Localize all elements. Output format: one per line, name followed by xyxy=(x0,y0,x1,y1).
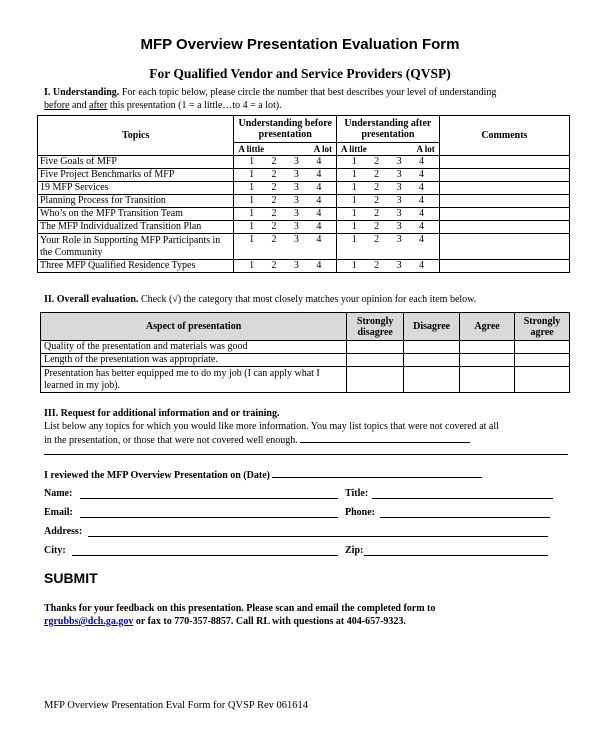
section3-text2: in the presentation, or those that were not covered well enough. xyxy=(44,435,298,446)
aspect-label: Quality of the presentation and materials was good xyxy=(41,341,347,354)
section1-heading: I. Understanding. xyxy=(44,87,120,98)
scale-option[interactable]: 2 xyxy=(271,156,277,167)
after-word: after xyxy=(89,100,108,111)
scale-option[interactable]: 1 xyxy=(351,234,357,245)
scale-option[interactable]: 1 xyxy=(249,221,255,232)
scale-option[interactable]: 2 xyxy=(271,234,277,245)
before-scale xyxy=(234,195,337,208)
scale-option[interactable]: 3 xyxy=(293,208,299,219)
comment-cell[interactable] xyxy=(439,169,569,182)
scale-option[interactable]: 2 xyxy=(271,169,277,180)
scale-option[interactable]: 1 xyxy=(249,156,255,167)
scale-option[interactable]: 2 xyxy=(374,169,380,180)
topic-label: Five Project Benchmarks of MFP xyxy=(38,169,234,182)
zip-label: Zip: xyxy=(345,545,364,556)
name-label: Name: xyxy=(44,488,73,499)
scale-option[interactable]: 3 xyxy=(396,182,402,193)
table-row xyxy=(38,221,570,234)
scale-option[interactable]: 2 xyxy=(374,195,380,206)
section3-heading: III. Request for additional information and or training. xyxy=(44,408,280,419)
email-link[interactable]: rgrubbs@dch.ga.gov xyxy=(44,616,134,627)
scale-option[interactable]: 4 xyxy=(316,208,322,219)
scale-option[interactable]: 3 xyxy=(396,234,402,245)
scale-option[interactable]: 1 xyxy=(351,182,357,193)
scale-option[interactable]: 4 xyxy=(316,260,322,271)
section3-text1: List below any topics for which you would like more information. You may list topics that were not covered at all xyxy=(44,421,499,432)
reviewed-row xyxy=(44,468,482,481)
phone-input-line[interactable] xyxy=(380,508,550,518)
scale-option[interactable]: 1 xyxy=(351,260,357,271)
scale-option[interactable]: 3 xyxy=(293,182,299,193)
scale-option[interactable]: 3 xyxy=(293,221,299,232)
section2-text: Check (√) the category that most closely matches your opinion for each item below. xyxy=(138,294,477,305)
table-row xyxy=(38,260,570,273)
scale-option[interactable]: 3 xyxy=(293,156,299,167)
scale-option[interactable]: 3 xyxy=(396,208,402,219)
scale-option[interactable]: 1 xyxy=(351,156,357,167)
city-input-line[interactable] xyxy=(72,546,338,556)
evaluation-table xyxy=(40,312,570,393)
comment-cell[interactable] xyxy=(439,195,569,208)
submit-text1: Thanks for your feedback on this presentation. Please scan and email the completed form to xyxy=(44,603,436,614)
scale-option[interactable]: 3 xyxy=(293,195,299,206)
check-cell-strongly-disagree[interactable] xyxy=(347,367,404,393)
page-subtitle: For Qualified Vendor and Service Providers (QVSP) xyxy=(149,66,451,81)
before-scale xyxy=(234,156,337,169)
topic-label: Three MFP Qualified Residence Types xyxy=(38,260,234,273)
col-before: Understanding before presentation xyxy=(234,116,337,143)
section3 xyxy=(44,407,564,447)
col-disagree: Disagree xyxy=(404,313,460,341)
scale-option[interactable]: 4 xyxy=(316,234,322,245)
a-lot-label: A lot xyxy=(313,144,333,154)
scale-option[interactable]: 4 xyxy=(419,182,425,193)
after-scale xyxy=(337,182,440,195)
topic-label: Planning Process for Transition xyxy=(38,195,234,208)
comment-cell[interactable] xyxy=(439,156,569,169)
topic-label: Five Goals of MFP xyxy=(38,156,234,169)
before-scale xyxy=(234,260,337,273)
table-row xyxy=(38,208,570,221)
before-scale xyxy=(234,221,337,234)
a-lot-label: A lot xyxy=(416,144,435,154)
aspect-label: Presentation has better equipped me to do my job (I can apply what I learned in my job). xyxy=(41,367,347,393)
city-label: City: xyxy=(44,545,66,556)
title-label: Title: xyxy=(345,488,369,499)
scale-option[interactable]: 1 xyxy=(249,260,255,271)
section2-heading: II. Overall evaluation. xyxy=(44,294,139,305)
scale-option[interactable]: 4 xyxy=(419,221,425,232)
scale-option[interactable]: 1 xyxy=(351,195,357,206)
reviewed-label: I reviewed the MFP Overview Presentation on (Date) xyxy=(44,470,270,481)
section3-line[interactable] xyxy=(44,454,568,455)
a-little-label: A little xyxy=(341,144,367,154)
comment-cell[interactable] xyxy=(439,234,569,260)
scale-option[interactable]: 3 xyxy=(396,156,402,167)
scale-option[interactable]: 1 xyxy=(249,195,255,206)
table-row xyxy=(38,182,570,195)
scale-option[interactable]: 4 xyxy=(419,195,425,206)
after-scale xyxy=(337,221,440,234)
scale-option[interactable]: 2 xyxy=(271,182,277,193)
scale-option[interactable]: 4 xyxy=(316,221,322,232)
check-cell-strongly-agree[interactable] xyxy=(515,354,570,367)
after-range xyxy=(337,143,440,156)
before-scale xyxy=(234,208,337,221)
zip-input-line[interactable] xyxy=(364,546,548,556)
topic-label: Who’s on the MFP Transition Team xyxy=(38,208,234,221)
section2-intro xyxy=(44,294,476,305)
scale-option[interactable]: 2 xyxy=(374,156,380,167)
check-cell-strongly-disagree[interactable] xyxy=(347,354,404,367)
comment-cell[interactable] xyxy=(439,182,569,195)
scale-option[interactable]: 2 xyxy=(271,195,277,206)
table-row xyxy=(41,341,570,354)
scale-option[interactable]: 4 xyxy=(419,156,425,167)
table-row xyxy=(38,195,570,208)
scale-option[interactable]: 4 xyxy=(316,169,322,180)
a-little-label: A little xyxy=(238,144,265,154)
before-scale xyxy=(234,234,337,260)
title-input-line[interactable] xyxy=(372,489,553,499)
address-label: Address: xyxy=(44,526,83,537)
col-strongly-disagree: Strongly disagree xyxy=(347,313,404,341)
col-after: Understanding after presentation xyxy=(337,116,440,143)
table-row xyxy=(38,156,570,169)
phone-label: Phone: xyxy=(345,507,375,518)
check-cell-agree[interactable] xyxy=(460,367,515,393)
scale-option[interactable]: 4 xyxy=(419,234,425,245)
topic-label: The MFP Individualized Transition Plan xyxy=(38,221,234,234)
email-input-line[interactable] xyxy=(80,508,338,518)
scale-option[interactable]: 2 xyxy=(374,221,380,232)
section1-intro xyxy=(44,86,564,112)
scale-option[interactable]: 1 xyxy=(249,234,255,245)
table-row xyxy=(41,354,570,367)
comment-cell[interactable] xyxy=(439,208,569,221)
scale-option[interactable]: 2 xyxy=(271,260,277,271)
table-row xyxy=(38,169,570,182)
scale-option[interactable]: 2 xyxy=(374,208,380,219)
and-word: and xyxy=(69,100,89,111)
scale-option[interactable]: 4 xyxy=(316,182,322,193)
scale-option[interactable]: 3 xyxy=(396,260,402,271)
check-cell-disagree[interactable] xyxy=(404,354,460,367)
date-input-line[interactable] xyxy=(272,468,482,478)
address-input-line[interactable] xyxy=(88,527,548,537)
before-word: before xyxy=(44,100,70,111)
scale-option[interactable]: 2 xyxy=(271,208,277,219)
scale-option[interactable]: 4 xyxy=(316,195,322,206)
col-comments: Comments xyxy=(439,116,569,156)
table-row xyxy=(41,367,570,393)
comment-cell[interactable] xyxy=(439,260,569,273)
section1-text2: this presentation (1 = a little…to 4 = a lot). xyxy=(107,100,282,111)
check-cell-strongly-agree[interactable] xyxy=(515,367,570,393)
col-strongly-agree: Strongly agree xyxy=(515,313,570,341)
scale-option[interactable]: 3 xyxy=(396,169,402,180)
after-scale xyxy=(337,208,440,221)
scale-option[interactable]: 1 xyxy=(351,208,357,219)
before-range xyxy=(234,143,337,156)
topic-label: Your Role in Supporting MFP Participants in the Community xyxy=(38,234,234,260)
before-scale xyxy=(234,169,337,182)
aspect-label: Length of the presentation was appropriate. xyxy=(41,354,347,367)
scale-option[interactable]: 1 xyxy=(249,208,255,219)
submit-heading: SUBMIT xyxy=(44,570,98,586)
scale-option[interactable]: 3 xyxy=(293,234,299,245)
email-label: Email: xyxy=(44,507,73,518)
submit-text xyxy=(44,602,564,628)
topics-input-line[interactable] xyxy=(300,433,470,443)
check-cell-strongly-disagree[interactable] xyxy=(347,341,404,354)
col-aspect: Aspect of presentation xyxy=(41,313,347,341)
scale-option[interactable]: 2 xyxy=(374,260,380,271)
scale-option[interactable]: 2 xyxy=(271,221,277,232)
scale-option[interactable]: 2 xyxy=(374,182,380,193)
scale-option[interactable]: 3 xyxy=(396,195,402,206)
comment-cell[interactable] xyxy=(439,221,569,234)
understanding-table xyxy=(37,115,570,273)
check-cell-strongly-agree[interactable] xyxy=(515,341,570,354)
topic-label: 19 MFP Services xyxy=(38,182,234,195)
check-cell-agree[interactable] xyxy=(460,354,515,367)
scale-option[interactable]: 4 xyxy=(316,156,322,167)
after-scale xyxy=(337,169,440,182)
after-scale xyxy=(337,260,440,273)
name-input-line[interactable] xyxy=(80,489,338,499)
check-cell-agree[interactable] xyxy=(460,341,515,354)
col-topics: Topics xyxy=(38,116,234,156)
scale-option[interactable]: 4 xyxy=(419,169,425,180)
scale-option[interactable]: 1 xyxy=(351,169,357,180)
submit-text2: or fax to 770-357-8857. Call RL with questions at 404-657-9323. xyxy=(133,616,406,627)
check-cell-disagree[interactable] xyxy=(404,367,460,393)
after-scale xyxy=(337,195,440,208)
after-scale xyxy=(337,156,440,169)
col-agree: Agree xyxy=(460,313,515,341)
table-row xyxy=(38,234,570,260)
footer: MFP Overview Presentation Eval Form for QVSP Rev 061614 xyxy=(44,700,309,711)
scale-option[interactable]: 4 xyxy=(419,260,425,271)
scale-option[interactable]: 2 xyxy=(374,234,380,245)
scale-option[interactable]: 1 xyxy=(249,169,255,180)
scale-option[interactable]: 1 xyxy=(351,221,357,232)
scale-option[interactable]: 3 xyxy=(293,260,299,271)
section1-text1: For each topic below, please circle the number that best describes your level of understanding xyxy=(119,87,497,98)
scale-option[interactable]: 3 xyxy=(293,169,299,180)
scale-option[interactable]: 3 xyxy=(396,221,402,232)
scale-option[interactable]: 4 xyxy=(419,208,425,219)
check-cell-disagree[interactable] xyxy=(404,341,460,354)
scale-option[interactable]: 1 xyxy=(249,182,255,193)
page-title: MFP Overview Presentation Evaluation Form xyxy=(140,36,460,53)
after-scale xyxy=(337,234,440,260)
before-scale xyxy=(234,182,337,195)
